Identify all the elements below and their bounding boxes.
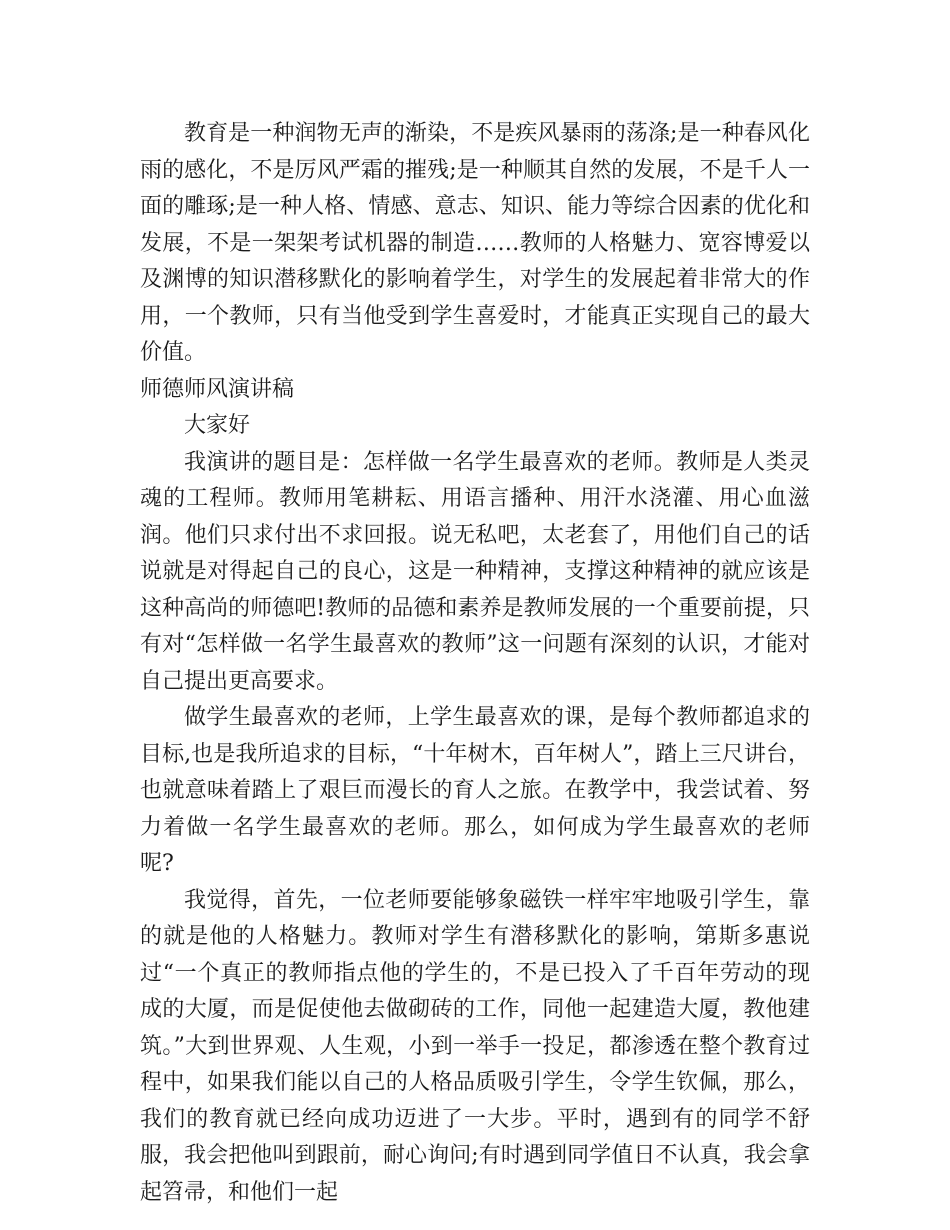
body-paragraph-1: 教育是一种润物无声的渐染，不是疾风暴雨的荡涤;是一种春风化雨的感化，不是厉风严霜的摧残;是一种顺其自然的发展，不是千人一面的雕琢;是一种人格、情感、意志、知识、能力等综合因素的优化和发展，不是一架架考试机器的制造……教师的人格魅力、宽容博爱以及渊博的知识潜移默化的影响着学生，对学生的发展起着非常大的作用，一个教师，只有当他受到学生喜爱时，才能真正实现自己的最大价值。 <box>140 121 810 365</box>
greeting: 大家好 <box>184 413 251 438</box>
body-paragraph-4: 我觉得，首先，一位老师要能够象磁铁一样牢牢地吸引学生，靠的就是他的人格魅力。教师对学生有潜移默化的影响，第斯多惠说过“一个真正的教师指点他的学生的，不是已投入了千百年劳动的现成的大厦，而是促使他去做砌砖的工作，同他一起建造大厦，教他建筑。”大到世界观、人生观，小到一举手一投足，都渗透在整个教育过程中，如果我们能以自己的人格品质吸引学生，令学生钦佩，那么，我们的教育就已经向成功迈进了一大步。平时，遇到有的同学不舒服，我会把他叫到跟前，耐心询问;有时遇到同学值日不认真，我会拿起笤帚，和他们一起 <box>140 887 810 1205</box>
speech-title: 师德师风演讲稿 <box>140 376 295 402</box>
body-paragraph-2: 我演讲的题目是：怎样做一名学生最喜欢的老师。教师是人类灵魂的工程师。教师用笔耕耘、用语言播种、用汗水浇灌、用心血滋润。他们只求付出不求回报。说无私吧，太老套了，用他们自己的话说就是对得起自己的良心，这是一种精神，支撑这种精神的就应该是这种高尚的师德吧!教师的品德和素养是教师发展的一个重要前提，只有对“怎样做一名学生最喜欢的教师”这一问题有深刻的认识，才能对自己提出更高要求。 <box>140 449 810 694</box>
body-paragraph-3: 做学生最喜欢的老师，上学生最喜欢的课，是每个教师都追求的目标,也是我所追求的目标，“十年树木，百年树人”，踏上三尺讲台，也就意味着踏上了艰巨而漫长的育人之旅。在教学中，我尝试着、努力着做一名学生最喜欢的老师。那么，如何成为学生最喜欢的老师呢? <box>140 705 810 876</box>
